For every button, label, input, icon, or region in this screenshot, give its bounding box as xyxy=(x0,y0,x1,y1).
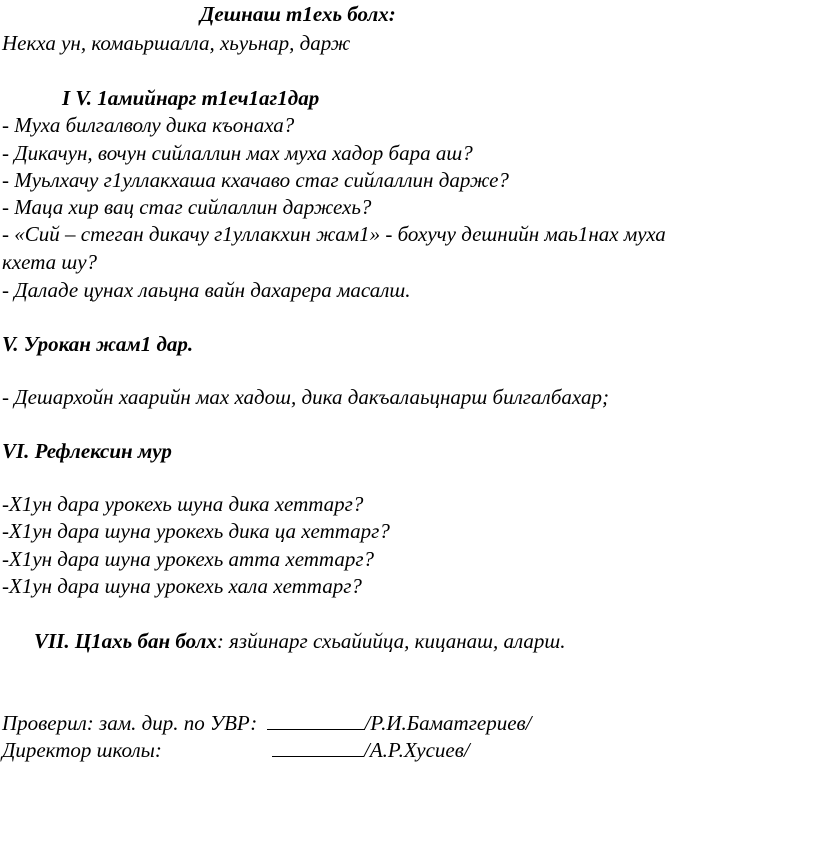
question-line: - Дикачун, вочун сийлаллин мах муха хадор бара аш? xyxy=(2,141,473,165)
question-line: - Муха билгалволу дика къонаха? xyxy=(2,113,295,137)
director-line xyxy=(2,738,162,762)
reflection-question: -Х1ун дара шуна урокехь дика ца хеттарг? xyxy=(2,519,390,543)
stage-6-heading: VI. Рефлексин мур xyxy=(2,439,172,463)
question-line: - «Сий – стеган дикачу г1уллакхин жам1» - бохучу дешнийн маь1нах муха xyxy=(2,222,666,246)
director-label: Директор школы: xyxy=(2,738,162,762)
reflection-question: -Х1ун дара шуна урокехь хала хеттарг? xyxy=(2,574,362,598)
question-line: - Маца хир вац стаг сийлаллин даржехь? xyxy=(2,195,372,219)
reflection-question: -Х1ун дара шуна урокехь атта хеттарг? xyxy=(2,547,375,571)
director-signature xyxy=(272,738,470,762)
question-line: - Даладе цунах лаьцна вайн дахарера масалш. xyxy=(2,278,411,302)
stage-5-text: - Дешархойн хаарийн мах хадош, дика дакъалаьцнарш билгалбахар; xyxy=(2,385,609,409)
director-name: /А.Р.Хусиев/ xyxy=(364,738,470,762)
question-line-continuation: кхета шу? xyxy=(2,250,98,274)
signature-blank xyxy=(272,738,364,757)
stage-5-heading: V. Урокан жам1 дар. xyxy=(2,332,194,356)
checked-by-label: Проверил: зам. дир. по УВР: xyxy=(2,711,258,735)
stage-4-heading: I V. 1амийнарг т1еч1аг1дар xyxy=(62,86,320,110)
checked-by-line xyxy=(2,711,532,735)
question-line: - Муьлхачу г1уллакхаша кхачаво стаг сийлаллин дарже? xyxy=(2,168,509,192)
section-title: Дешнаш т1ехь болх: xyxy=(200,2,396,26)
checked-by-name: /Р.И.Баматгериев/ xyxy=(364,711,532,735)
stage-7-line xyxy=(34,629,566,653)
reflection-question: -Х1ун дара урокехь шуна дика хеттарг? xyxy=(2,492,364,516)
signature-blank xyxy=(267,711,365,730)
stage-7-heading: VII. Ц1ахь бан болх xyxy=(34,629,217,653)
topic-words: Некха ун, комаьршалла, хьуьнар, дарж xyxy=(2,31,351,55)
stage-7-text: : язйинарг схьайийца, кицанаш, аларш. xyxy=(216,629,566,653)
